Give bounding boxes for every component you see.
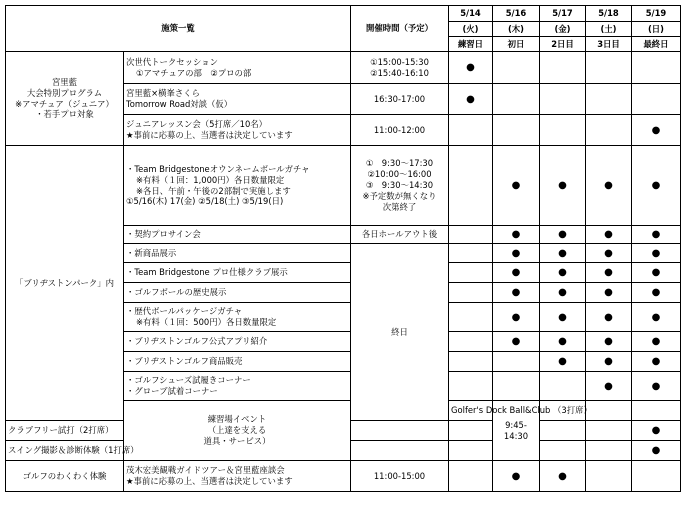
- day-cell-empty: [493, 352, 540, 372]
- day-marker: ●: [493, 226, 540, 244]
- program-club-trial: クラブフリー試打（2打席）: [6, 421, 124, 441]
- day-cell-empty: [540, 52, 586, 84]
- day-cell-empty: [449, 263, 493, 283]
- day-cell-empty: [449, 146, 493, 226]
- day-cell-empty: [449, 283, 493, 303]
- time-guide-tour: 11:00-15:00: [351, 461, 449, 492]
- time-practice: 9:45-14:30: [493, 401, 540, 461]
- day-cell-empty: [540, 441, 586, 461]
- header-day-label: 練習日: [449, 37, 493, 52]
- header-weekday: (土): [586, 22, 632, 37]
- day-cell-empty: [449, 244, 493, 263]
- program-guide-tour: 茂木宏美観戦ガイドツアー＆宮里藍座談会 ★事前に応募の上、当選者は決定しています: [124, 461, 351, 492]
- day-marker: ●: [632, 303, 681, 332]
- program-pro-clubs: ・Team Bridgestone プロ仕様クラブ展示: [124, 263, 351, 283]
- time-autograph: 各日ホールアウト後: [351, 226, 449, 244]
- schedule-table: [5, 5, 681, 492]
- table-row: [6, 146, 681, 226]
- day-marker: ●: [586, 332, 632, 352]
- day-marker: ●: [540, 332, 586, 352]
- time-junior-lesson: 11:00-12:00: [351, 115, 449, 146]
- day-marker: ●: [540, 461, 586, 492]
- day-marker: ●: [586, 146, 632, 226]
- day-cell-empty: [540, 372, 586, 401]
- day-marker: ●: [493, 332, 540, 352]
- category-line: 宮里藍: [51, 76, 78, 87]
- day-cell-empty: [449, 421, 493, 441]
- program-autograph: ・契約プロサイン会: [124, 226, 351, 244]
- day-cell-empty: [493, 115, 540, 146]
- day-cell-empty: [632, 461, 681, 492]
- day-marker: ●: [632, 115, 681, 146]
- day-marker: ●: [540, 226, 586, 244]
- category-line: 練習場イベント: [207, 414, 267, 425]
- header-row-dates: [6, 6, 681, 22]
- day-marker: ●: [586, 226, 632, 244]
- day-marker: ●: [540, 283, 586, 303]
- day-cell-empty: [449, 372, 493, 401]
- time-park-all-day: 終日: [351, 244, 449, 421]
- day-cell-empty: [493, 52, 540, 84]
- category-park: 「ブリヂストンパーク」内: [6, 146, 124, 421]
- category-practice: [124, 401, 351, 461]
- day-cell-empty: [351, 421, 449, 441]
- day-cell-empty: [449, 352, 493, 372]
- category-special: [6, 52, 124, 146]
- table-row: [6, 461, 681, 492]
- day-marker: ●: [540, 303, 586, 332]
- day-marker: ●: [632, 226, 681, 244]
- day-marker: ●: [632, 263, 681, 283]
- day-cell-empty: [586, 461, 632, 492]
- header-weekday: (金): [540, 22, 586, 37]
- time-ball-gacha: ① 9:30～17:30 ②10:00～16:00 ③ 9:30～14:30 ※予定数が無くなり 次第終了: [351, 146, 449, 226]
- day-cell-empty: [449, 115, 493, 146]
- day-marker: ●: [449, 84, 493, 115]
- day-marker: ●: [493, 263, 540, 283]
- day-marker: ●: [632, 372, 681, 401]
- day-marker: ●: [493, 283, 540, 303]
- day-cell-empty: [586, 52, 632, 84]
- program-new-products: ・新商品展示: [124, 244, 351, 263]
- day-marker: ●: [586, 263, 632, 283]
- day-marker: ●: [493, 461, 540, 492]
- category-line: 道具・サービス）: [203, 435, 271, 446]
- day-cell-empty: [449, 303, 493, 332]
- header-time: 開催時間（予定）: [351, 6, 449, 52]
- category-line: ※アマチュア（ジュニア）: [15, 98, 114, 109]
- program-ball-package-gacha: ・歴代ボールパッケージガチャ ※有料（１回：500円）各日数量限定: [124, 303, 351, 332]
- category-line: 大会特別プログラム: [26, 87, 103, 98]
- program-product-sales: ・ブリヂストンゴルフ商品販売: [124, 352, 351, 372]
- day-marker: ●: [586, 303, 632, 332]
- day-cell-empty: [632, 52, 681, 84]
- category-line: （上達を支える: [207, 425, 267, 436]
- day-cell-empty: [449, 226, 493, 244]
- program-ball-history: ・ゴルフボールの歴史展示: [124, 283, 351, 303]
- time-tomorrow-road: 16:30-17:00: [351, 84, 449, 115]
- day-cell-empty: [632, 401, 681, 421]
- day-marker: ●: [586, 283, 632, 303]
- day-cell-empty: [586, 441, 632, 461]
- header-date: 5/18: [586, 6, 632, 22]
- day-cell-empty: [493, 84, 540, 115]
- day-marker: ●: [493, 303, 540, 332]
- day-marker: ●: [632, 352, 681, 372]
- day-marker: ●: [540, 146, 586, 226]
- program-golfers-dock: Golfer's Dock Ball&Club （3打席）: [449, 401, 493, 421]
- day-cell-empty: [586, 401, 632, 421]
- day-marker: ●: [449, 52, 493, 84]
- day-cell-empty: [449, 332, 493, 352]
- header-program: 施策一覧: [6, 6, 351, 52]
- day-cell-empty: [586, 421, 632, 441]
- header-day-label: 3日目: [586, 37, 632, 52]
- day-cell-empty: [586, 115, 632, 146]
- day-cell-empty: [493, 372, 540, 401]
- day-marker: ●: [493, 146, 540, 226]
- day-marker: ●: [493, 244, 540, 263]
- program-talk-session: 次世代トークセッション ①アマチュアの部 ②プロの部: [124, 52, 351, 84]
- day-cell-empty: [449, 461, 493, 492]
- day-marker: ●: [540, 244, 586, 263]
- header-day-label: 2日目: [540, 37, 586, 52]
- table-row: [6, 52, 681, 84]
- header-day-label: 最終日: [632, 37, 681, 52]
- program-shoes-gloves: ・ゴルフシューズ試履きコーナー ・グローブ試着コーナー: [124, 372, 351, 401]
- program-tomorrow-road: 宮里藍×横峯さくら Tomorrow Road対談（仮）: [124, 84, 351, 115]
- day-marker: ●: [632, 244, 681, 263]
- day-marker: ●: [632, 332, 681, 352]
- header-weekday: (火): [449, 22, 493, 37]
- day-cell-empty: [540, 421, 586, 441]
- program-swing-analysis: スイング撮影＆診断体験（1打席）: [6, 441, 124, 461]
- day-marker: ●: [632, 283, 681, 303]
- program-official-app: ・ブリヂストンゴルフ公式アプリ紹介: [124, 332, 351, 352]
- day-cell-empty: [351, 441, 449, 461]
- day-cell-empty: [586, 84, 632, 115]
- header-date: 5/19: [632, 6, 681, 22]
- day-marker: ●: [586, 352, 632, 372]
- day-cell-empty: [632, 84, 681, 115]
- day-marker: ●: [632, 441, 681, 461]
- category-line: ・若手プロ対象: [35, 109, 94, 120]
- header-date: 5/17: [540, 6, 586, 22]
- time-talk-session: ①15:00-15:30 ②15:40-16:10: [351, 52, 449, 84]
- program-junior-lesson: ジュニアレッスン会（5打席／10名） ★事前に応募の上、当選者は決定しています: [124, 115, 351, 146]
- header-date: 5/16: [493, 6, 540, 22]
- day-marker: ●: [586, 244, 632, 263]
- header-weekday: (木): [493, 22, 540, 37]
- day-marker: ●: [632, 146, 681, 226]
- day-marker: ●: [586, 372, 632, 401]
- day-cell-empty: [449, 441, 493, 461]
- header-weekday: (日): [632, 22, 681, 37]
- header-date: 5/14: [449, 6, 493, 22]
- day-marker: ●: [632, 421, 681, 441]
- day-cell-empty: [540, 84, 586, 115]
- program-ball-gacha: ・Team Bridgestoneオウンネームボールガチャ ※有料（１回：1,000円）各日数量限定 ※各日、午前・午後の2部制で実施します ①5/16(木) 17(金) ②5/18(土) ③5/19(日): [124, 146, 351, 226]
- day-cell-empty: [540, 115, 586, 146]
- day-marker: ●: [540, 263, 586, 283]
- day-marker: ●: [540, 352, 586, 372]
- header-day-label: 初日: [493, 37, 540, 52]
- category-fun: ゴルフのわくわく体験: [6, 461, 124, 492]
